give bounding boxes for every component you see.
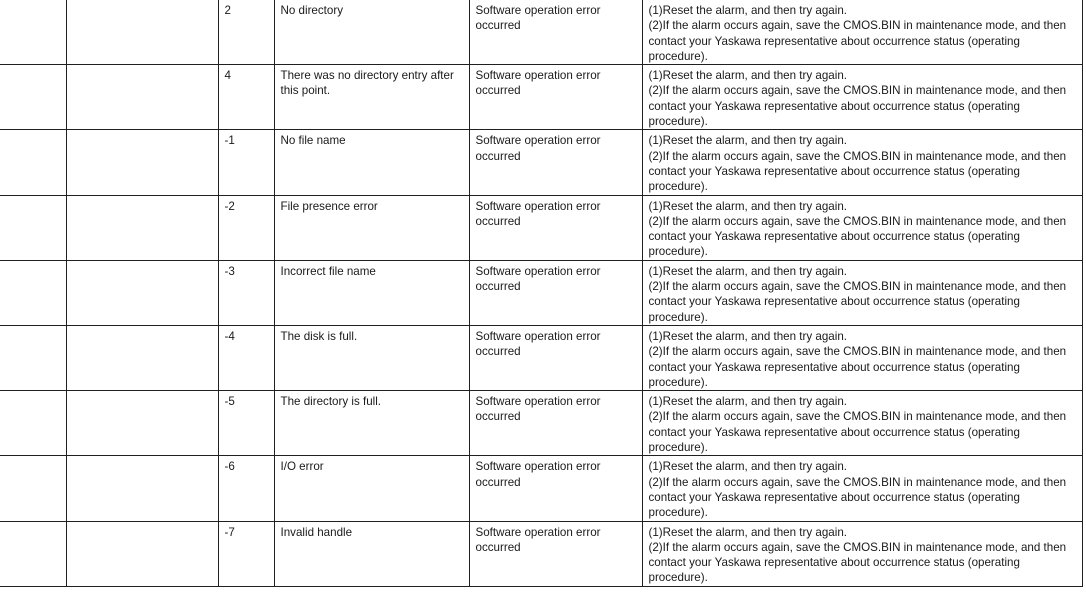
table-row [0,130,1082,195]
remedy-step: (1)Reset the alarm, and then try again. [648,329,847,343]
alarm-number-cell [0,391,66,456]
alarm-number-cell [0,521,66,586]
table-row [0,521,1082,586]
table-row [0,65,1082,130]
remedy-cell [642,195,1082,260]
meaning-cell: No directory [274,0,469,65]
remedy-cell [642,260,1082,325]
alarm-name-cell [66,0,218,65]
table-row [0,195,1082,260]
remedy-step: (2)If the alarm occurs again, save the CMOS.BIN in maintenance mode, and then contact your Yaskawa representative about occurrence status (operating procedure). [648,84,1067,129]
sub-code-cell: 2 [218,0,274,65]
sub-code-cell: -5 [218,391,274,456]
remedy-cell [642,456,1082,521]
alarm-number-cell [0,456,66,521]
alarm-number-cell [0,195,66,260]
table-row [0,456,1082,521]
sub-code-cell: -3 [218,260,274,325]
sub-code-cell: -2 [218,195,274,260]
remedy-step: (2)If the alarm occurs again, save the CMOS.BIN in maintenance mode, and then contact your Yaskawa representative about occurrence status (operating procedure). [648,214,1067,259]
alarm-name-cell [66,65,218,130]
remedy-cell [642,0,1082,65]
remedy-cell [642,391,1082,456]
alarm-number-cell [0,0,66,65]
remedy-step: (1)Reset the alarm, and then try again. [648,69,847,83]
alarm-name-cell [66,521,218,586]
meaning-cell: Invalid handle [274,521,469,586]
remedy-step: (1)Reset the alarm, and then try again. [648,395,847,409]
sub-code-cell: -4 [218,325,274,390]
meaning-cell: File presence error [274,195,469,260]
table-row [0,260,1082,325]
sub-code-cell: -1 [218,130,274,195]
cause-cell: Software operation error occurred [469,65,642,130]
remedy-step: (2)If the alarm occurs again, save the CMOS.BIN in maintenance mode, and then contact your Yaskawa representative about occurrence status (operating procedure). [648,475,1067,520]
table-row [0,325,1082,390]
alarm-number-cell [0,65,66,130]
meaning-cell: Incorrect file name [274,260,469,325]
alarm-name-cell [66,391,218,456]
meaning-cell: The directory is full. [274,391,469,456]
cause-cell: Software operation error occurred [469,456,642,521]
remedy-step: (2)If the alarm occurs again, save the CMOS.BIN in maintenance mode, and then contact your Yaskawa representative about occurrence status (operating procedure). [648,345,1067,389]
sub-code-cell: 4 [218,65,274,130]
alarm-name-cell [66,130,218,195]
alarm-number-cell [0,130,66,195]
remedy-cell [642,325,1082,390]
alarm-number-cell [0,260,66,325]
meaning-cell: No file name [274,130,469,195]
cause-cell: Software operation error occurred [469,260,642,325]
remedy-step: (2)If the alarm occurs again, save the CMOS.BIN in maintenance mode, and then contact your Yaskawa representative about occurrence status (operating procedure). [648,410,1067,455]
remedy-cell [642,65,1082,130]
remedy-step: (2)If the alarm occurs again, save the CMOS.BIN in maintenance mode, and then contact your Yaskawa representative about occurrence status (operating procedure). [648,19,1067,63]
remedy-step: (2)If the alarm occurs again, save the CMOS.BIN in maintenance mode, and then contact your Yaskawa representative about occurrence status (operating procedure). [648,149,1067,194]
remedy-step: (1)Reset the alarm, and then try again. [648,134,847,148]
remedy-step: (1)Reset the alarm, and then try again. [648,460,847,474]
cause-cell: Software operation error occurred [469,325,642,390]
remedy-cell [642,521,1082,586]
remedy-step: (1)Reset the alarm, and then try again. [648,264,847,278]
alarm-name-cell [66,456,218,521]
cause-cell: Software operation error occurred [469,521,642,586]
meaning-cell: There was no directory entry after this point. [274,65,469,130]
remedy-step: (2)If the alarm occurs again, save the CMOS.BIN in maintenance mode, and then contact your Yaskawa representative about occurrence status (operating procedure). [648,280,1067,324]
cause-cell: Software operation error occurred [469,130,642,195]
cause-cell: Software operation error occurred [469,0,642,65]
remedy-step: (1)Reset the alarm, and then try again. [648,4,847,17]
meaning-cell: The disk is full. [274,325,469,390]
alarm-number-cell [0,325,66,390]
cause-cell: Software operation error occurred [469,195,642,260]
table-row [0,391,1082,456]
cause-cell: Software operation error occurred [469,391,642,456]
alarm-name-cell [66,325,218,390]
remedy-cell [642,130,1082,195]
remedy-step: (1)Reset the alarm, and then try again. [648,199,847,213]
alarm-name-cell [66,260,218,325]
sub-code-cell: -7 [218,521,274,586]
alarm-name-cell [66,195,218,260]
remedy-step: (2)If the alarm occurs again, save the CMOS.BIN in maintenance mode, and then contact your Yaskawa representative about occurrence status (operating procedure). [648,540,1067,585]
remedy-step: (1)Reset the alarm, and then try again. [648,525,847,539]
sub-code-cell: -6 [218,456,274,521]
meaning-cell: I/O error [274,456,469,521]
table-row [0,0,1082,65]
